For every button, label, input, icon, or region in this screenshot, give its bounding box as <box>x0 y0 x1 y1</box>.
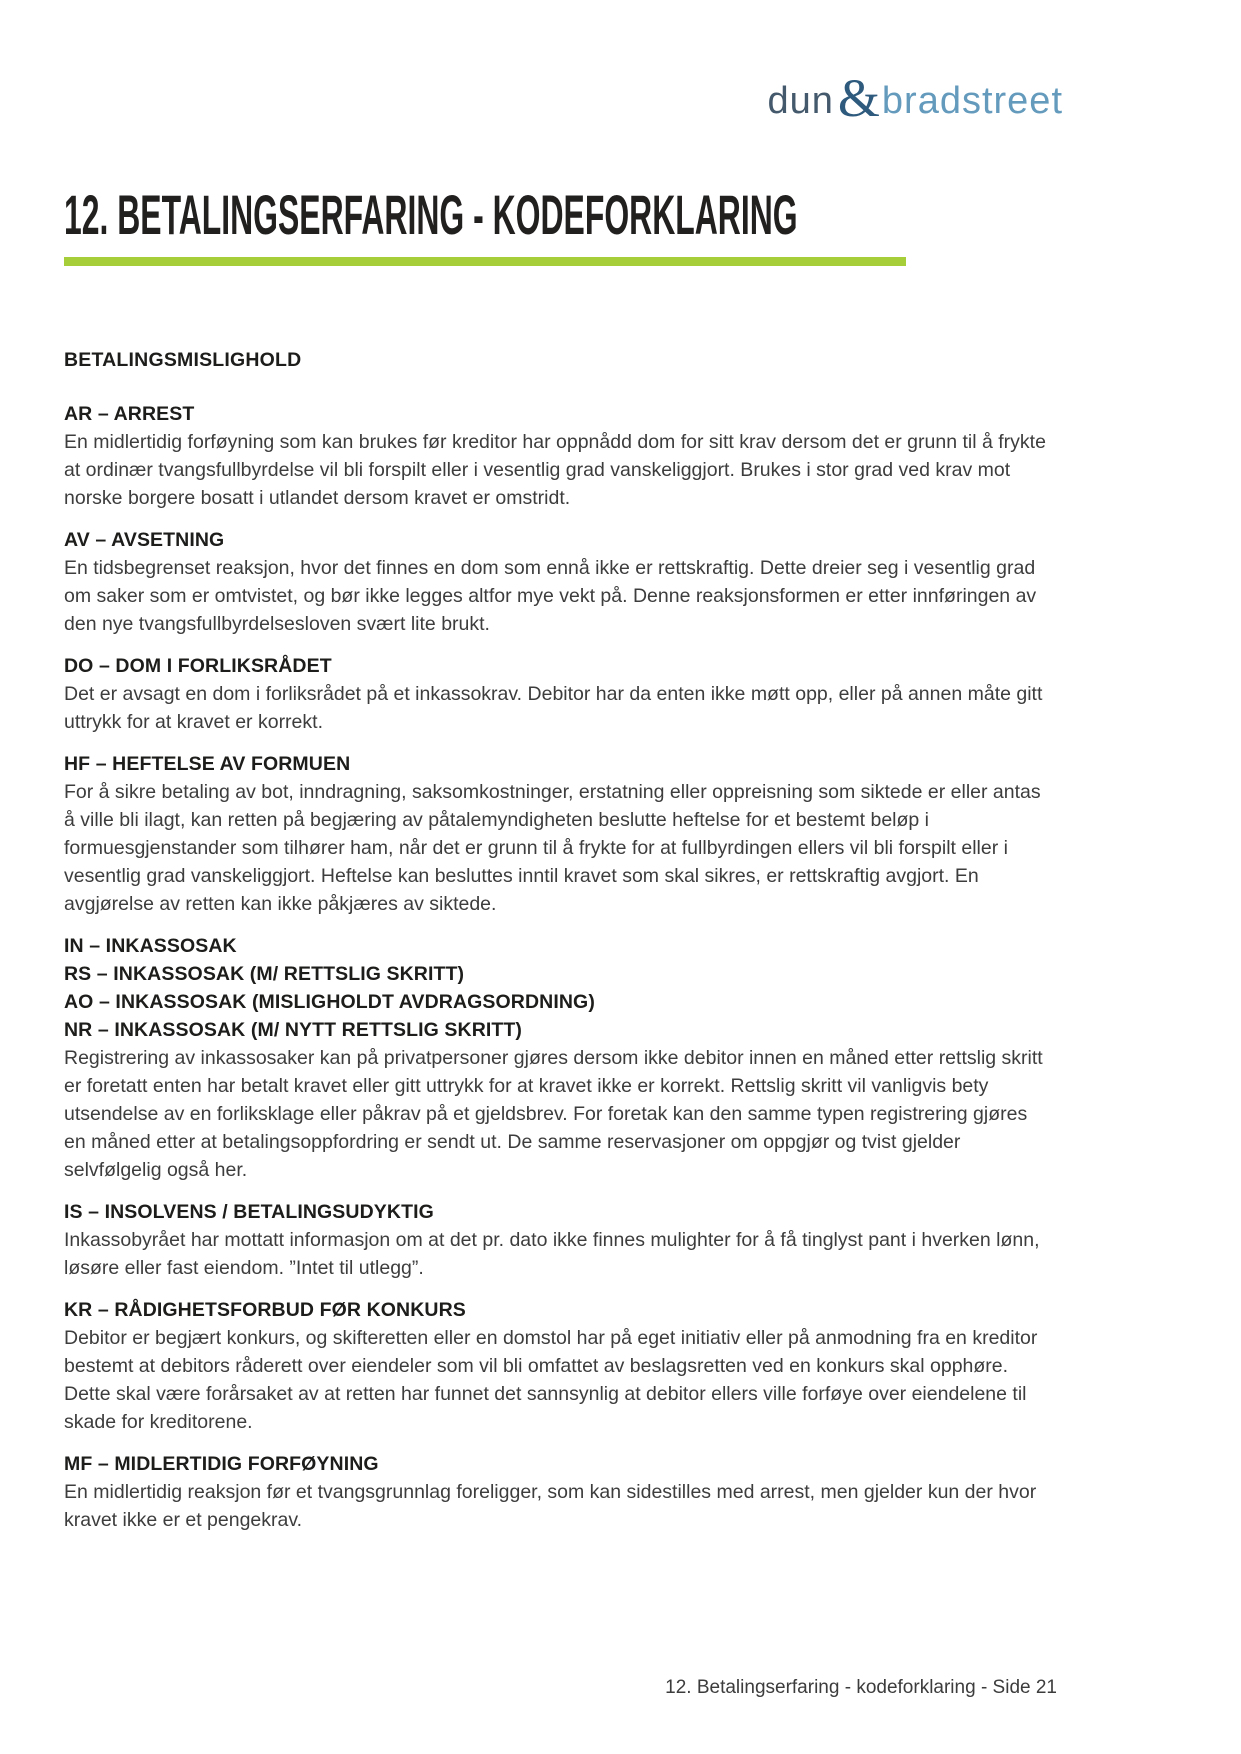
code-heading: AO – INKASSOSAK (MISLIGHOLDT AVDRAGSORDNING) <box>64 991 595 1013</box>
title-accent-rule <box>64 257 906 266</box>
code-heading: RS – INKASSOSAK (M/ RETTSLIG SKRITT) <box>64 963 465 985</box>
code-heading: AV – AVSETNING <box>64 529 225 551</box>
page-footer: 12. Betalingserfaring - kodeforklaring - Side 21 <box>665 1677 1057 1698</box>
code-section-is <box>64 1198 1050 1282</box>
code-heading: MF – MIDLERTIDIG FORFØYNING <box>64 1453 379 1475</box>
code-heading: AR – ARREST <box>64 403 195 425</box>
logo-text-dun: dun <box>767 80 834 122</box>
code-heading: IN – INKASSOSAK <box>64 935 237 957</box>
code-description: Registrering av inkassosaker kan på privatpersoner gjøres dersom ikke debitor innen en måned etter rettslig skritt er foretatt enten har betalt kravet eller gitt uttrykk for at kravet ikke er korrekt. Rettslig skritt vil vanligvis bety utsendelse av en forliksklage eller påkrav på et gjeldsbrev. For foretak kan den samme typen registrering gjøres en måned etter at betalingsoppfordring er sendt ut. De samme reservasjoner om oppgjør og tvist gjelder selvfølgelig også her. <box>64 1047 1043 1181</box>
code-heading: NR – INKASSOSAK (M/ NYTT RETTSLIG SKRITT) <box>64 1019 523 1041</box>
logo-text-bradstreet: bradstreet <box>881 80 1063 122</box>
code-description: En midlertidig reaksjon før et tvangsgrunnlag foreligger, som kan sidestilles med arrest, men gjelder kun der hvor kravet ikke er et pengekrav. <box>64 1481 1037 1531</box>
code-section-kr <box>64 1296 1050 1436</box>
code-section-hf <box>64 750 1050 918</box>
code-section-av <box>64 526 1050 638</box>
document-body <box>64 346 1050 1534</box>
code-description: Debitor er begjært konkurs, og skifteretten eller en domstol har på eget initiativ eller på anmodning fra en kreditor bestemt at debitors råderett over eiendeler som vil bli omfattet av beslagsretten ved en konkurs skal opphøre. Dette skal være forårsaket av at retten har funnet det sannsynlig at debitor ellers ville forføye over eiendelene til skade for kreditorene. <box>64 1327 1038 1433</box>
code-description: En midlertidig forføyning som kan brukes før kreditor har oppnådd dom for sitt krav dersom det er grunn til å frykte at ordinær tvangsfullbyrdelse vil bli forspilt eller i vesentlig grad vanskeliggjort. Brukes i stor grad ved krav mot norske borgere bosatt i utlandet dersom kravet er omstridt. <box>64 431 1046 509</box>
page-title: 12. BETALINGSERFARING - KODEFORKLARING <box>64 183 798 246</box>
code-description: For å sikre betaling av bot, inndragning, saksomkostninger, erstatning eller oppreisning som siktede er eller antas å ville bli ilagt, kan retten på begjæring av påtalemyndigheten beslutte heftelse for et bestemt beløp i formuesgjenstander som tilhører ham, når det er grunn til å frykte for at fullbyrdingen ellers vil bli forspilt eller i vesentlig grad vanskeliggjort. Heftelse kan besluttes inntil kravet som skal sikres, er rettskraftig avgjort. En avgjørelse av retten kan ikke påkjæres av siktede. <box>64 781 1041 915</box>
code-section-do <box>64 652 1050 736</box>
code-heading: KR – RÅDIGHETSFORBUD FØR KONKURS <box>64 1299 466 1321</box>
code-description: Det er avsagt en dom i forliksrådet på et inkassokrav. Debitor har da enten ikke møtt opp, eller på annen måte gitt uttrykk for at kravet er korrekt. <box>64 683 1043 733</box>
code-description: En tidsbegrenset reaksjon, hvor det finnes en dom som ennå ikke er rettskraftig. Dette dreier seg i vesentlig grad om saker som er omtvistet, og bør ikke legges altfor mye vekt på. Denne reaksjonsformen er etter innføringen av den nye tvangsfullbyrdelsesloven svært lite brukt. <box>64 557 1037 635</box>
dun-bradstreet-logo <box>767 64 1063 126</box>
code-heading: HF – HEFTELSE AV FORMUEN <box>64 753 351 775</box>
code-section-mf <box>64 1450 1050 1534</box>
code-heading: IS – INSOLVENS / BETALINGSUDYKTIG <box>64 1201 434 1223</box>
code-section-inkasso <box>64 932 1050 1184</box>
logo-ampersand-icon: & <box>837 68 880 128</box>
section-header-betalingsmislighold: BETALINGSMISLIGHOLD <box>64 349 302 371</box>
code-description: Inkassobyrået har mottatt informasjon om at det pr. dato ikke finnes mulighter for å få tinglyst pant i hverken lønn, løsøre eller fast eiendom. ”Intet til utlegg”. <box>64 1229 1040 1279</box>
code-heading: DO – DOM I FORLIKSRÅDET <box>64 655 332 677</box>
code-section-ar <box>64 400 1050 512</box>
